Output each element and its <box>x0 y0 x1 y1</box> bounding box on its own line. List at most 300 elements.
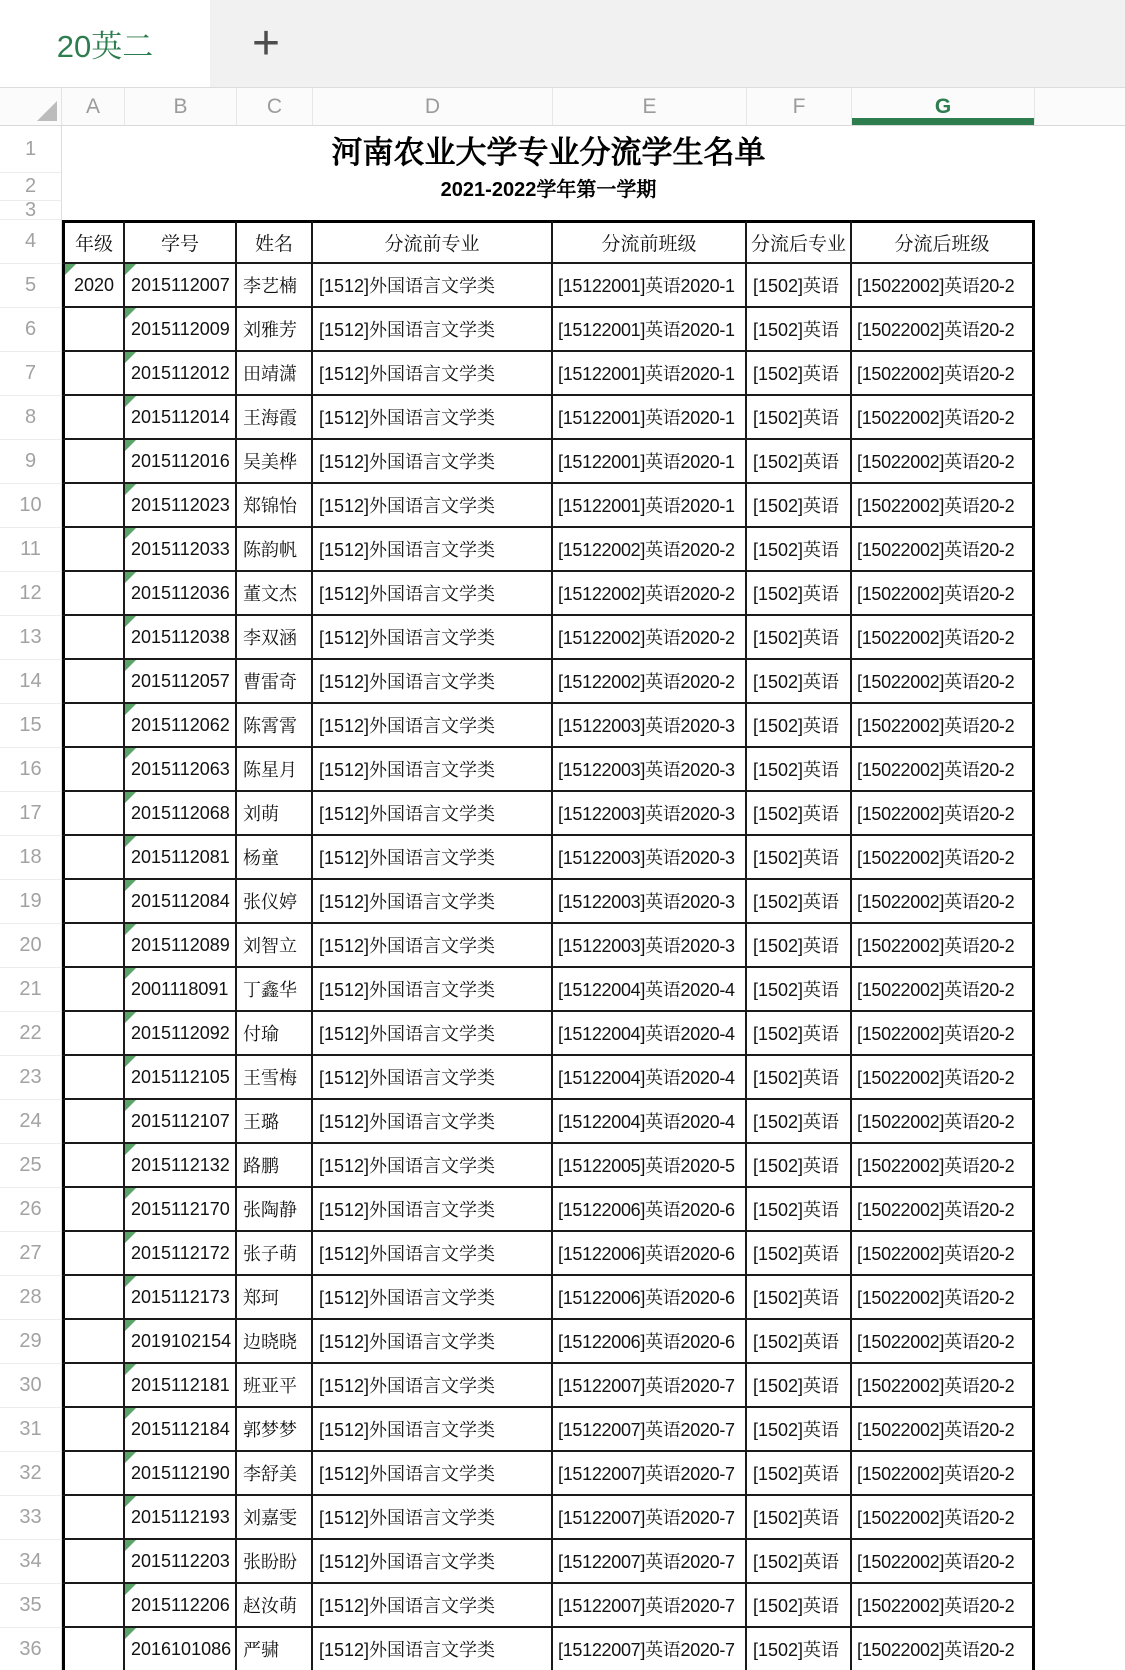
cell-name[interactable]: 郭梦梦 <box>237 1408 313 1452</box>
cell-student-id[interactable]: 2015112038 <box>125 616 237 660</box>
cell-major-before[interactable]: [1512]外国语言文学类 <box>313 308 553 352</box>
cell-student-id[interactable]: 2015112063 <box>125 748 237 792</box>
cell-major-after[interactable]: [1502]英语 <box>747 1320 852 1364</box>
cell-grade[interactable] <box>62 1100 125 1144</box>
column-header-c[interactable] <box>237 88 313 125</box>
header-class-before[interactable]: 分流前班级 <box>553 220 747 264</box>
cell-class-before[interactable]: [15122004]英语2020-4 <box>553 1100 747 1144</box>
column-header-b[interactable] <box>125 88 237 125</box>
cell-class-after[interactable]: [15022002]英语20-2 <box>852 440 1035 484</box>
cell-major-before[interactable]: [1512]外国语言文学类 <box>313 1628 553 1670</box>
row-number[interactable]: 34 <box>0 1540 62 1584</box>
empty-cell[interactable] <box>62 201 1035 220</box>
cell-student-id[interactable]: 2015112023 <box>125 484 237 528</box>
row-number[interactable]: 29 <box>0 1320 62 1364</box>
column-header-d[interactable] <box>313 88 553 125</box>
cell-grade[interactable] <box>62 1232 125 1276</box>
cell-grade[interactable] <box>62 1012 125 1056</box>
table-row <box>0 1144 1125 1188</box>
cell-name[interactable]: 王雪梅 <box>237 1056 313 1100</box>
cell-grade[interactable] <box>62 748 125 792</box>
cell-class-before[interactable]: [15122006]英语2020-6 <box>553 1188 747 1232</box>
cell-name[interactable]: 刘萌 <box>237 792 313 836</box>
cell-class-before[interactable]: [15122007]英语2020-7 <box>553 1364 747 1408</box>
cell-major-before[interactable]: [1512]外国语言文学类 <box>313 1540 553 1584</box>
column-header-a[interactable] <box>62 88 125 125</box>
column-header-e[interactable] <box>553 88 747 125</box>
cell-class-before[interactable]: [15122007]英语2020-7 <box>553 1584 747 1628</box>
cell-major-after[interactable]: [1502]英语 <box>747 1584 852 1628</box>
cell-grade[interactable] <box>62 352 125 396</box>
cell-grade[interactable] <box>62 1188 125 1232</box>
cell-name[interactable]: 刘嘉雯 <box>237 1496 313 1540</box>
cell-student-id[interactable]: 2015112062 <box>125 704 237 748</box>
cell-class-after[interactable]: [15022002]英语20-2 <box>852 1056 1035 1100</box>
table-row <box>0 308 1125 352</box>
table-row <box>0 924 1125 968</box>
cell-grade[interactable] <box>62 396 125 440</box>
row-number[interactable]: 22 <box>0 1012 62 1056</box>
cell-class-before[interactable]: [15122004]英语2020-4 <box>553 968 747 1012</box>
cell-name[interactable]: 郑锦怡 <box>237 484 313 528</box>
cell-major-after[interactable]: [1502]英语 <box>747 836 852 880</box>
cell-grade[interactable] <box>62 1452 125 1496</box>
cell-class-after[interactable]: [15022002]英语20-2 <box>852 1320 1035 1364</box>
cell-major-after[interactable]: [1502]英语 <box>747 528 852 572</box>
stored-as-text-marker-icon <box>125 1276 136 1287</box>
cell-major-after[interactable]: [1502]英语 <box>747 1408 852 1452</box>
cell-major-before[interactable]: [1512]外国语言文学类 <box>313 484 553 528</box>
cell-name[interactable]: 郑珂 <box>237 1276 313 1320</box>
row-number[interactable]: 32 <box>0 1452 62 1496</box>
cell-student-id[interactable]: 2015112170 <box>125 1188 237 1232</box>
cell-name[interactable]: 曹雷奇 <box>237 660 313 704</box>
cell-student-id[interactable]: 2015112068 <box>125 792 237 836</box>
cell-major-after[interactable]: [1502]英语 <box>747 880 852 924</box>
cell-class-before[interactable]: [15122003]英语2020-3 <box>553 836 747 880</box>
row-number[interactable]: 6 <box>0 308 62 352</box>
cell-class-after[interactable]: [15022002]英语20-2 <box>852 1452 1035 1496</box>
cell-student-id[interactable]: 2015112193 <box>125 1496 237 1540</box>
cell-class-before[interactable]: [15122007]英语2020-7 <box>553 1452 747 1496</box>
cell-student-id[interactable]: 2015112036 <box>125 572 237 616</box>
stored-as-text-marker-icon <box>125 484 136 495</box>
cell-name[interactable]: 刘智立 <box>237 924 313 968</box>
cell-grade[interactable] <box>62 1628 125 1670</box>
cell-class-before[interactable]: [15122001]英语2020-1 <box>553 308 747 352</box>
cell-class-before[interactable]: [15122003]英语2020-3 <box>553 792 747 836</box>
cell-name[interactable]: 李舒美 <box>237 1452 313 1496</box>
cell-name[interactable]: 张子萌 <box>237 1232 313 1276</box>
stored-as-text-marker-icon <box>125 1144 136 1155</box>
subtitle-cell[interactable] <box>62 173 1035 201</box>
cell-major-before[interactable]: [1512]外国语言文学类 <box>313 660 553 704</box>
cell-class-after[interactable]: [15022002]英语20-2 <box>852 968 1035 1012</box>
cell-major-after[interactable]: [1502]英语 <box>747 1452 852 1496</box>
row-number[interactable]: 33 <box>0 1496 62 1540</box>
row-number[interactable]: 11 <box>0 528 62 572</box>
cell-major-before[interactable]: [1512]外国语言文学类 <box>313 1232 553 1276</box>
cell-class-before[interactable]: [15122005]英语2020-5 <box>553 1144 747 1188</box>
cell-student-id[interactable]: 2015112007 <box>125 264 237 308</box>
cell-class-after[interactable]: [15022002]英语20-2 <box>852 484 1035 528</box>
cell-major-after[interactable]: [1502]英语 <box>747 352 852 396</box>
cell-name[interactable]: 李双涵 <box>237 616 313 660</box>
cell-grade[interactable] <box>62 1364 125 1408</box>
row-number[interactable]: 35 <box>0 1584 62 1628</box>
cell-class-before[interactable]: [15122001]英语2020-1 <box>553 264 747 308</box>
cell-major-after[interactable]: [1502]英语 <box>747 1056 852 1100</box>
cell-major-before[interactable]: [1512]外国语言文学类 <box>313 1276 553 1320</box>
cell-major-after[interactable]: [1502]英语 <box>747 704 852 748</box>
cell-name[interactable]: 陈霄霄 <box>237 704 313 748</box>
cell-major-before[interactable]: [1512]外国语言文学类 <box>313 1056 553 1100</box>
cell-grade[interactable] <box>62 1276 125 1320</box>
cell-class-after[interactable]: [15022002]英语20-2 <box>852 1496 1035 1540</box>
cell-major-before[interactable]: [1512]外国语言文学类 <box>313 352 553 396</box>
cell-student-id[interactable]: 2015112084 <box>125 880 237 924</box>
cell-class-after[interactable]: [15022002]英语20-2 <box>852 264 1035 308</box>
cell-student-id[interactable]: 2015112012 <box>125 352 237 396</box>
cell-major-after[interactable]: [1502]英语 <box>747 1012 852 1056</box>
cell-grade[interactable] <box>62 528 125 572</box>
empty-area <box>1035 1584 1125 1628</box>
cell-name[interactable]: 张陶静 <box>237 1188 313 1232</box>
cell-grade[interactable] <box>62 880 125 924</box>
table-row <box>0 528 1125 572</box>
cell-student-id[interactable]: 2015112014 <box>125 396 237 440</box>
column-letter: D <box>424 94 441 118</box>
row-number[interactable]: 17 <box>0 792 62 836</box>
cell-grade[interactable] <box>62 1320 125 1364</box>
cell-class-after[interactable]: [15022002]英语20-2 <box>852 1628 1035 1670</box>
row-number[interactable]: 16 <box>0 748 62 792</box>
cell-class-after[interactable]: [15022002]英语20-2 <box>852 792 1035 836</box>
cell-major-before[interactable]: [1512]外国语言文学类 <box>313 440 553 484</box>
cell-student-id[interactable]: 2001118091 <box>125 968 237 1012</box>
cell-grade[interactable] <box>62 924 125 968</box>
row-number[interactable]: 14 <box>0 660 62 704</box>
row-number[interactable]: 12 <box>0 572 62 616</box>
cell-class-before[interactable]: [15122004]英语2020-4 <box>553 1012 747 1056</box>
cell-student-id[interactable]: 2015112173 <box>125 1276 237 1320</box>
cell-student-id[interactable]: 2015112105 <box>125 1056 237 1100</box>
sheet-tab-active[interactable] <box>0 0 210 87</box>
cell-major-after[interactable]: [1502]英语 <box>747 1232 852 1276</box>
row-number[interactable]: 24 <box>0 1100 62 1144</box>
cell-name[interactable]: 杨童 <box>237 836 313 880</box>
cell-name[interactable]: 吴美桦 <box>237 440 313 484</box>
title-cell[interactable] <box>62 126 1035 173</box>
cell-grade[interactable] <box>62 704 125 748</box>
header-name[interactable]: 姓名 <box>237 220 313 264</box>
cell-class-after[interactable]: [15022002]英语20-2 <box>852 396 1035 440</box>
table-row <box>0 1408 1125 1452</box>
cell-major-after[interactable]: [1502]英语 <box>747 1100 852 1144</box>
table-row <box>0 1320 1125 1364</box>
row-number[interactable]: 36 <box>0 1628 62 1670</box>
row-number[interactable]: 10 <box>0 484 62 528</box>
cell-grade[interactable] <box>62 572 125 616</box>
table-row <box>0 1232 1125 1276</box>
cell-major-before[interactable]: [1512]外国语言文学类 <box>313 1188 553 1232</box>
empty-area <box>1035 1012 1125 1056</box>
cell-class-after[interactable]: [15022002]英语20-2 <box>852 1584 1035 1628</box>
select-all-corner[interactable] <box>0 88 62 125</box>
cell-student-id[interactable]: 2015112107 <box>125 1100 237 1144</box>
cell-class-after[interactable]: [15022002]英语20-2 <box>852 1276 1035 1320</box>
cell-student-id[interactable]: 2015112203 <box>125 1540 237 1584</box>
cell-grade[interactable] <box>62 968 125 1012</box>
cell-name[interactable]: 李艺楠 <box>237 264 313 308</box>
column-header-g-selected[interactable] <box>852 88 1035 125</box>
cell-class-after[interactable]: [15022002]英语20-2 <box>852 1364 1035 1408</box>
cell-grade[interactable] <box>62 616 125 660</box>
cell-class-after[interactable]: [15022002]英语20-2 <box>852 1540 1035 1584</box>
row-number[interactable]: 9 <box>0 440 62 484</box>
cell-name[interactable]: 张盼盼 <box>237 1540 313 1584</box>
cell-name[interactable]: 王璐 <box>237 1100 313 1144</box>
cell-class-after[interactable]: [15022002]英语20-2 <box>852 660 1035 704</box>
cell-major-before[interactable]: [1512]外国语言文学类 <box>313 792 553 836</box>
cell-major-after[interactable]: [1502]英语 <box>747 968 852 1012</box>
row-number[interactable]: 3 <box>0 201 62 220</box>
cell-major-before[interactable]: [1512]外国语言文学类 <box>313 1012 553 1056</box>
cell-major-before[interactable]: [1512]外国语言文学类 <box>313 1100 553 1144</box>
cell-class-after[interactable]: [15022002]英语20-2 <box>852 1012 1035 1056</box>
cell-name[interactable]: 刘雅芳 <box>237 308 313 352</box>
row-number[interactable]: 5 <box>0 264 62 308</box>
row-number[interactable]: 27 <box>0 1232 62 1276</box>
cell-major-after[interactable]: [1502]英语 <box>747 1364 852 1408</box>
cell-class-before[interactable]: [15122002]英语2020-2 <box>553 616 747 660</box>
cell-major-after[interactable]: [1502]英语 <box>747 308 852 352</box>
cell-student-id[interactable]: 2015112132 <box>125 1144 237 1188</box>
cell-student-id[interactable]: 2015112181 <box>125 1364 237 1408</box>
cell-class-before[interactable]: [15122002]英语2020-2 <box>553 660 747 704</box>
cell-major-after[interactable]: [1502]英语 <box>747 748 852 792</box>
cell-grade[interactable] <box>62 440 125 484</box>
cell-class-after[interactable]: [15022002]英语20-2 <box>852 1232 1035 1276</box>
column-header-empty-area <box>1035 88 1125 125</box>
cell-student-id[interactable]: 2015112009 <box>125 308 237 352</box>
cell-major-before[interactable]: [1512]外国语言文学类 <box>313 924 553 968</box>
cell-class-before[interactable]: [15122007]英语2020-7 <box>553 1408 747 1452</box>
header-grade[interactable]: 年级 <box>62 220 125 264</box>
cell-major-before[interactable]: [1512]外国语言文学类 <box>313 748 553 792</box>
cell-name[interactable]: 付瑜 <box>237 1012 313 1056</box>
cell-name[interactable]: 陈星月 <box>237 748 313 792</box>
header-student-id[interactable]: 学号 <box>125 220 237 264</box>
cell-grade[interactable] <box>62 1496 125 1540</box>
cell-major-after[interactable]: [1502]英语 <box>747 1144 852 1188</box>
cell-major-before[interactable]: [1512]外国语言文学类 <box>313 1408 553 1452</box>
cell-student-id[interactable]: 2015112016 <box>125 440 237 484</box>
cell-class-before[interactable]: [15122001]英语2020-1 <box>553 396 747 440</box>
cell-class-after[interactable]: [15022002]英语20-2 <box>852 1100 1035 1144</box>
cell-class-after[interactable]: [15022002]英语20-2 <box>852 528 1035 572</box>
cell-major-after[interactable]: [1502]英语 <box>747 1628 852 1670</box>
cell-class-before[interactable]: [15122003]英语2020-3 <box>553 880 747 924</box>
cell-class-before[interactable]: [15122007]英语2020-7 <box>553 1540 747 1584</box>
cell-class-after[interactable]: [15022002]英语20-2 <box>852 352 1035 396</box>
cell-major-after[interactable]: [1502]英语 <box>747 792 852 836</box>
stored-as-text-marker-icon <box>125 1540 136 1551</box>
cell-class-after[interactable]: [15022002]英语20-2 <box>852 704 1035 748</box>
cell-class-after[interactable]: [15022002]英语20-2 <box>852 572 1035 616</box>
header-major-after[interactable]: 分流后专业 <box>747 220 852 264</box>
cell-grade[interactable] <box>62 1584 125 1628</box>
cell-grade[interactable] <box>62 660 125 704</box>
cell-name[interactable]: 王海霞 <box>237 396 313 440</box>
stored-as-text-marker-icon <box>125 1232 136 1243</box>
cell-class-after[interactable]: [15022002]英语20-2 <box>852 616 1035 660</box>
cell-grade[interactable] <box>62 484 125 528</box>
cell-name[interactable]: 董文杰 <box>237 572 313 616</box>
empty-area <box>1035 1408 1125 1452</box>
cell-name[interactable]: 路鹏 <box>237 1144 313 1188</box>
cell-major-before[interactable]: [1512]外国语言文学类 <box>313 704 553 748</box>
cell-student-id[interactable]: 2015112172 <box>125 1232 237 1276</box>
cell-name[interactable]: 赵汝萌 <box>237 1584 313 1628</box>
row-number[interactable]: 19 <box>0 880 62 924</box>
cell-major-after[interactable]: [1502]英语 <box>747 484 852 528</box>
cell-class-before[interactable]: [15122006]英语2020-6 <box>553 1276 747 1320</box>
row-number[interactable]: 4 <box>0 220 62 264</box>
cell-major-after[interactable]: [1502]英语 <box>747 1276 852 1320</box>
cell-grade[interactable] <box>62 836 125 880</box>
cell-major-before[interactable]: [1512]外国语言文学类 <box>313 1584 553 1628</box>
cell-class-after[interactable]: [15022002]英语20-2 <box>852 308 1035 352</box>
stored-as-text-marker-icon <box>125 968 136 979</box>
cell-class-before[interactable]: [15122007]英语2020-7 <box>553 1628 747 1670</box>
cell-major-before[interactable]: [1512]外国语言文学类 <box>313 616 553 660</box>
cell-major-before[interactable]: [1512]外国语言文学类 <box>313 836 553 880</box>
cell-class-before[interactable]: [15122001]英语2020-1 <box>553 484 747 528</box>
row-number[interactable]: 23 <box>0 1056 62 1100</box>
cell-class-after[interactable]: [15022002]英语20-2 <box>852 880 1035 924</box>
row-number[interactable]: 26 <box>0 1188 62 1232</box>
cell-student-id[interactable]: 2015112081 <box>125 836 237 880</box>
row-number[interactable]: 21 <box>0 968 62 1012</box>
cell-major-before[interactable]: [1512]外国语言文学类 <box>313 396 553 440</box>
cell-name[interactable]: 丁鑫华 <box>237 968 313 1012</box>
cell-class-after[interactable]: [15022002]英语20-2 <box>852 924 1035 968</box>
cell-major-after[interactable]: [1502]英语 <box>747 660 852 704</box>
cell-major-after[interactable]: [1502]英语 <box>747 1496 852 1540</box>
cell-class-before[interactable]: [15122002]英语2020-2 <box>553 528 747 572</box>
row-number[interactable]: 30 <box>0 1364 62 1408</box>
add-sheet-button[interactable] <box>210 0 322 87</box>
row-number[interactable]: 28 <box>0 1276 62 1320</box>
cell-class-before[interactable]: [15122003]英语2020-3 <box>553 924 747 968</box>
cell-class-after[interactable]: [15022002]英语20-2 <box>852 1188 1035 1232</box>
row-number[interactable]: 18 <box>0 836 62 880</box>
cell-grade[interactable] <box>62 1408 125 1452</box>
cell-major-before[interactable]: [1512]外国语言文学类 <box>313 572 553 616</box>
cell-name[interactable]: 田靖潇 <box>237 352 313 396</box>
cell-major-before[interactable]: [1512]外国语言文学类 <box>313 1496 553 1540</box>
cell-class-after[interactable]: [15022002]英语20-2 <box>852 1408 1035 1452</box>
cell-major-after[interactable]: [1502]英语 <box>747 440 852 484</box>
column-header-f[interactable] <box>747 88 852 125</box>
cell-major-before[interactable]: [1512]外国语言文学类 <box>313 264 553 308</box>
cell-major-before[interactable]: [1512]外国语言文学类 <box>313 1320 553 1364</box>
cell-class-before[interactable]: [15122002]英语2020-2 <box>553 572 747 616</box>
cell-name[interactable]: 边晓晓 <box>237 1320 313 1364</box>
cell-student-id[interactable]: 2015112033 <box>125 528 237 572</box>
cell-class-before[interactable]: [15122004]英语2020-4 <box>553 1056 747 1100</box>
select-all-triangle-icon <box>37 101 57 121</box>
cell-major-before[interactable]: [1512]外国语言文学类 <box>313 968 553 1012</box>
cell-student-id[interactable]: 2015112190 <box>125 1452 237 1496</box>
row-number[interactable]: 2 <box>0 173 62 201</box>
cell-student-id[interactable]: 2015112184 <box>125 1408 237 1452</box>
cell-student-id[interactable]: 2015112092 <box>125 1012 237 1056</box>
row-number[interactable]: 7 <box>0 352 62 396</box>
cell-name[interactable]: 严骕 <box>237 1628 313 1670</box>
cell-student-id[interactable]: 2015112206 <box>125 1584 237 1628</box>
cell-class-before[interactable]: [15122003]英语2020-3 <box>553 704 747 748</box>
cell-class-before[interactable]: [15122001]英语2020-1 <box>553 352 747 396</box>
cell-major-before[interactable]: [1512]外国语言文学类 <box>313 1452 553 1496</box>
cell-class-before[interactable]: [15122007]英语2020-7 <box>553 1496 747 1540</box>
cell-class-before[interactable]: [15122006]英语2020-6 <box>553 1232 747 1276</box>
cell-major-after[interactable]: [1502]英语 <box>747 1540 852 1584</box>
row-number[interactable]: 13 <box>0 616 62 660</box>
cell-name[interactable]: 张仪婷 <box>237 880 313 924</box>
cell-class-after[interactable]: [15022002]英语20-2 <box>852 1144 1035 1188</box>
cell-major-before[interactable]: [1512]外国语言文学类 <box>313 1144 553 1188</box>
row-number[interactable]: 31 <box>0 1408 62 1452</box>
stored-as-text-marker-icon <box>125 1320 136 1331</box>
cell-student-id[interactable]: 2015112057 <box>125 660 237 704</box>
cell-class-after[interactable]: [15022002]英语20-2 <box>852 836 1035 880</box>
cell-grade[interactable]: 2020 <box>62 264 125 308</box>
cell-student-id[interactable]: 2016101086 <box>125 1628 237 1670</box>
cell-major-after[interactable]: [1502]英语 <box>747 616 852 660</box>
cell-major-after[interactable]: [1502]英语 <box>747 1188 852 1232</box>
row-number[interactable]: 20 <box>0 924 62 968</box>
cell-student-id[interactable]: 2015112089 <box>125 924 237 968</box>
row-number[interactable]: 1 <box>0 126 62 173</box>
cell-grade[interactable] <box>62 792 125 836</box>
cell-grade[interactable] <box>62 308 125 352</box>
cell-class-before[interactable]: [15122003]英语2020-3 <box>553 748 747 792</box>
header-class-after[interactable]: 分流后班级 <box>852 220 1035 264</box>
cell-major-after[interactable]: [1502]英语 <box>747 396 852 440</box>
row-number[interactable]: 15 <box>0 704 62 748</box>
cell-major-after[interactable]: [1502]英语 <box>747 572 852 616</box>
cell-major-before[interactable]: [1512]外国语言文学类 <box>313 528 553 572</box>
cell-class-after[interactable]: [15022002]英语20-2 <box>852 748 1035 792</box>
cell-grade[interactable] <box>62 1144 125 1188</box>
cell-student-id[interactable]: 2019102154 <box>125 1320 237 1364</box>
cell-grade[interactable] <box>62 1540 125 1584</box>
cell-class-before[interactable]: [15122006]英语2020-6 <box>553 1320 747 1364</box>
cell-class-before[interactable]: [15122001]英语2020-1 <box>553 440 747 484</box>
row-number[interactable]: 25 <box>0 1144 62 1188</box>
row-number[interactable]: 8 <box>0 396 62 440</box>
cell-grade[interactable] <box>62 1056 125 1100</box>
cell-major-after[interactable]: [1502]英语 <box>747 924 852 968</box>
header-major-before[interactable]: 分流前专业 <box>313 220 553 264</box>
cell-major-before[interactable]: [1512]外国语言文学类 <box>313 880 553 924</box>
cell-major-before[interactable]: [1512]外国语言文学类 <box>313 1364 553 1408</box>
cell-major-after[interactable]: [1502]英语 <box>747 264 852 308</box>
cell-name[interactable]: 陈韵帆 <box>237 528 313 572</box>
cell-name[interactable]: 班亚平 <box>237 1364 313 1408</box>
